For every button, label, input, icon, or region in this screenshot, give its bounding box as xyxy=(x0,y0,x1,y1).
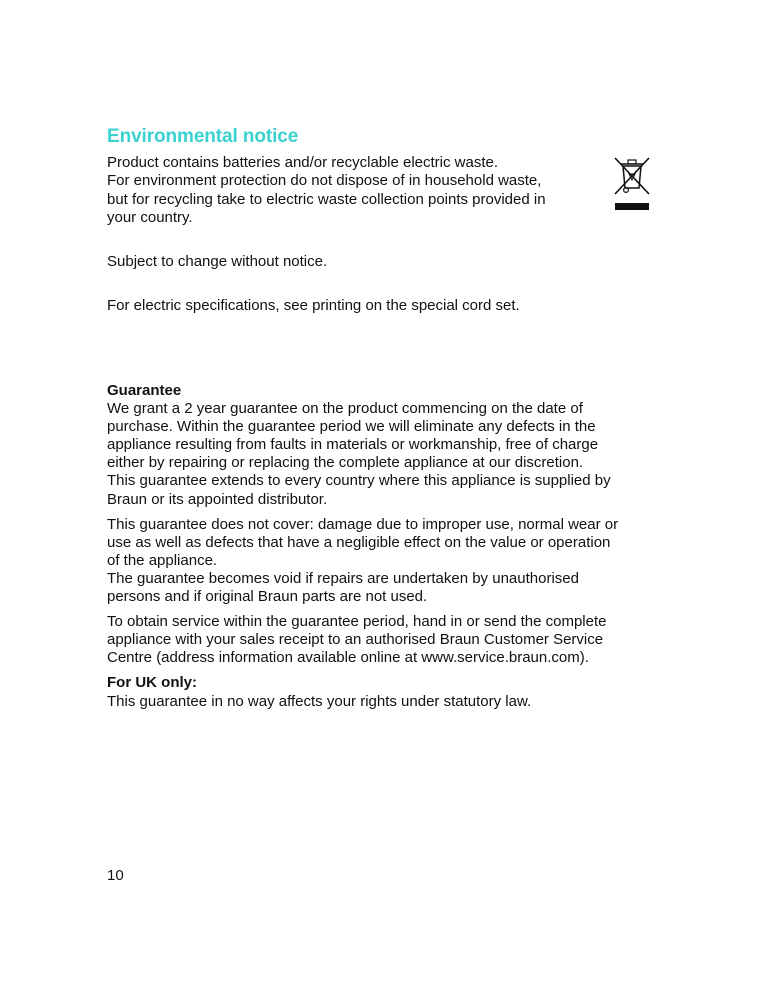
environmental-line: Product contains batteries and/or recyclable electric waste. xyxy=(107,154,499,171)
guarantee-line: persons and if original Braun parts are not used. xyxy=(107,588,428,606)
guarantee-line: We grant a 2 year guarantee on the product commencing on the date of xyxy=(107,400,583,418)
guarantee-line: This guarantee does not cover: damage due to improper use, normal wear or xyxy=(107,515,619,533)
guarantee-line: To obtain service within the guarantee period, hand in or send the complete xyxy=(107,613,607,631)
guarantee-line: either by repairing or replacing the complete appliance at our discretion. xyxy=(107,454,584,472)
guarantee-line: of the appliance. xyxy=(107,551,218,569)
guarantee-line: appliance resulting from faults in materials or workmanship, free of charge xyxy=(107,436,599,454)
environmental-line: your country. xyxy=(107,208,193,226)
environmental-notice-heading: Environmental notice xyxy=(107,126,299,147)
guarantee-line: The guarantee becomes void if repairs are undertaken by unauthorised xyxy=(107,569,579,587)
guarantee-section xyxy=(107,382,667,711)
electric-specifications-notice: For electric specifications, see printing on the special cord set. xyxy=(107,297,520,314)
environmental-line: but for recycling take to electric waste collection points provided in xyxy=(107,190,546,208)
guarantee-line: This guarantee extends to every country where this appliance is supplied by xyxy=(107,472,611,490)
guarantee-line: use as well as defects that have a negligible effect on the value or operation xyxy=(107,533,611,551)
guarantee-line: Centre (address information available online at www.service.braun.com). xyxy=(107,649,589,667)
guarantee-line: purchase. Within the guarantee period we will eliminate any defects in the xyxy=(107,418,596,436)
uk-only-text: This guarantee in no way affects your rights under statutory law. xyxy=(107,692,532,710)
guarantee-line: Braun or its appointed distributor. xyxy=(107,490,328,508)
environmental-line: For environment protection do not dispose of in household waste, xyxy=(107,172,542,190)
uk-only-heading: For UK only: xyxy=(107,674,197,692)
guarantee-heading: Guarantee xyxy=(107,382,182,399)
crossed-out-wheelie-bin-icon xyxy=(611,154,653,214)
subject-to-change-notice: Subject to change without notice. xyxy=(107,253,328,270)
guarantee-line: appliance with your sales receipt to an authorised Braun Customer Service xyxy=(107,631,604,649)
environmental-notice-text xyxy=(107,154,597,227)
page-number: 10 xyxy=(107,867,124,884)
